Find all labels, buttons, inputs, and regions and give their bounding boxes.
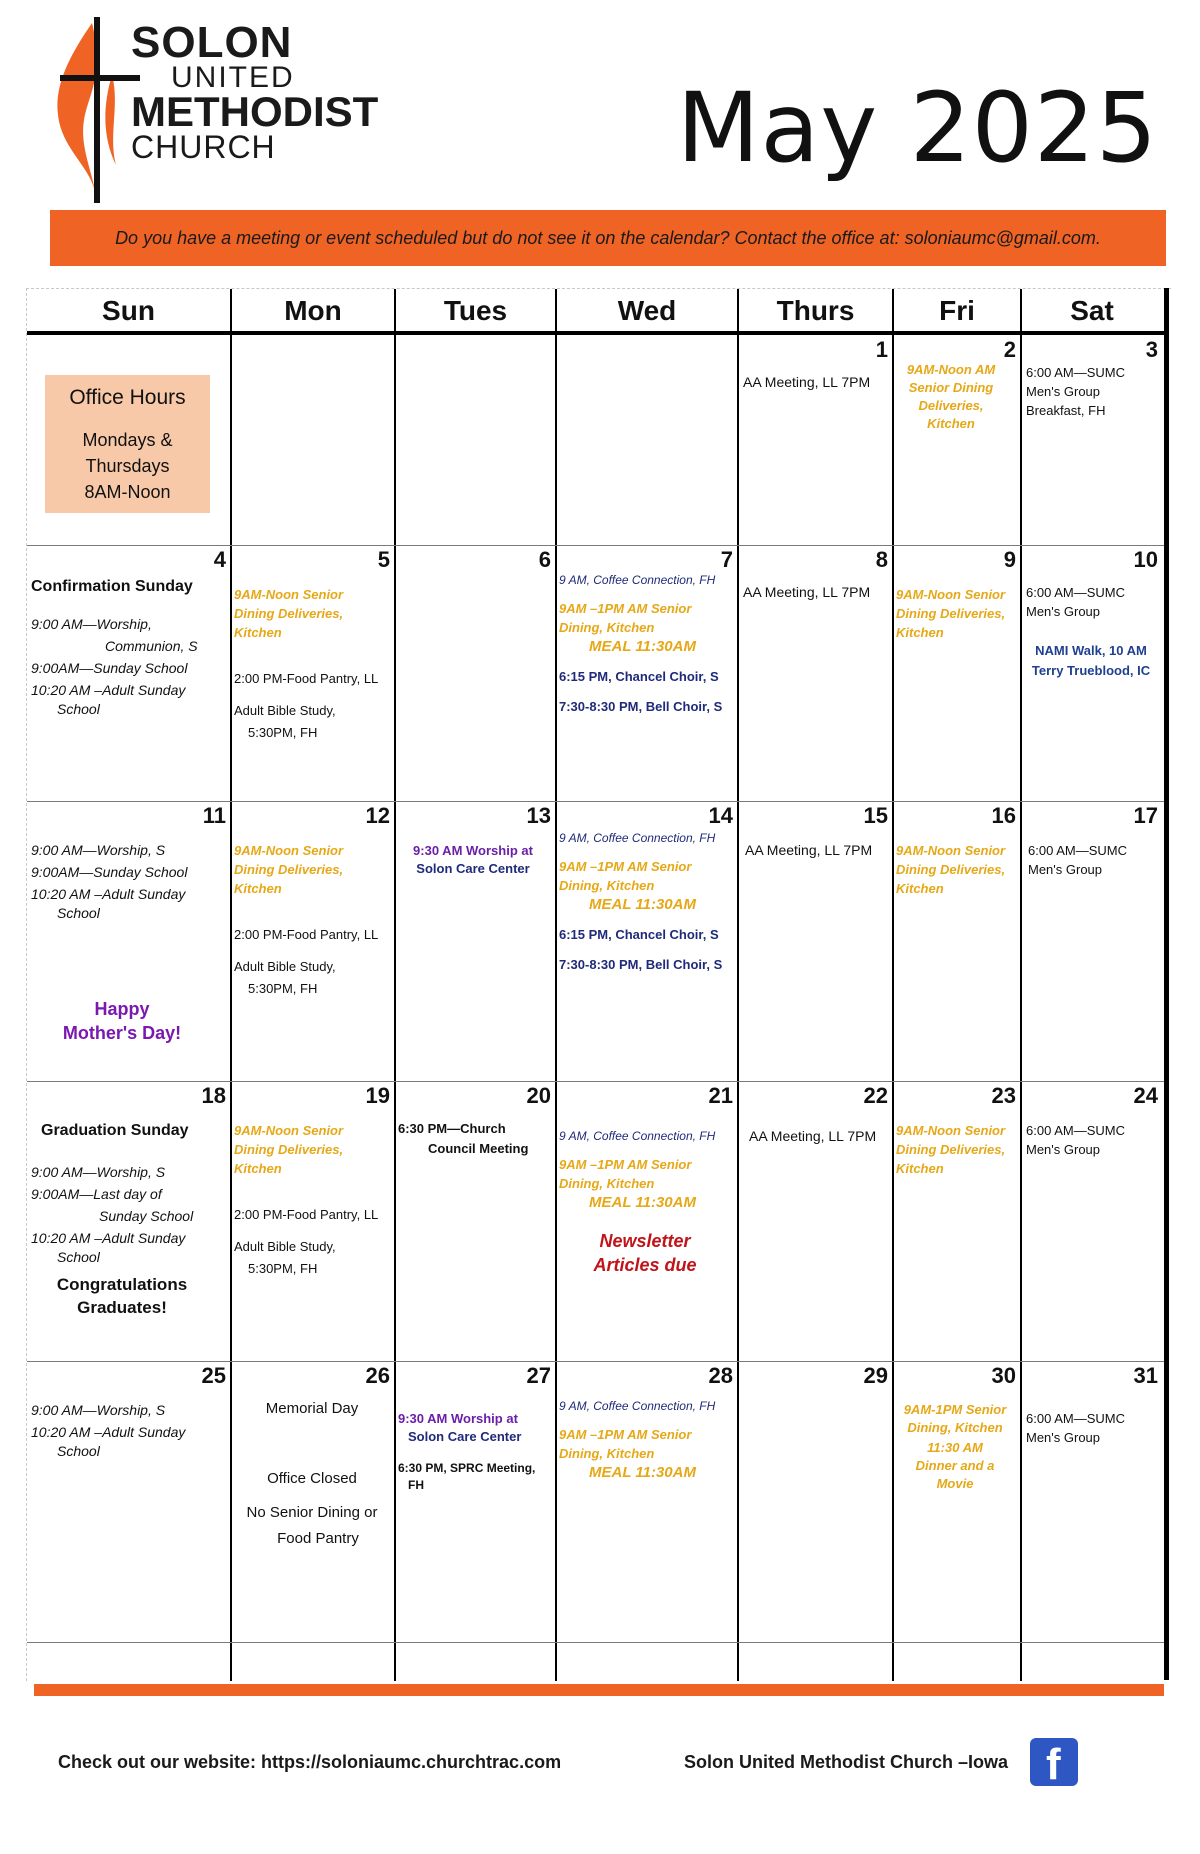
date-number: 5 bbox=[377, 547, 390, 572]
day-cell-13 bbox=[394, 801, 555, 1081]
day-cell-10 bbox=[1020, 545, 1162, 801]
day-cell-1 bbox=[737, 335, 892, 545]
event-last-day-sunday-school-2: Sunday School bbox=[99, 1208, 194, 1224]
date-number: 16 bbox=[991, 803, 1016, 828]
event-senior-dining: 9AM –1PM AM Senior Dining, Kitchen bbox=[559, 601, 692, 635]
date-number: 20 bbox=[526, 1083, 551, 1108]
event-last-day-sunday-school: 9:00AM—Last day of bbox=[31, 1186, 162, 1202]
date-number: 15 bbox=[863, 803, 888, 828]
event-worship-communion: Communion, S bbox=[105, 638, 198, 654]
event-worship: 9:00 AM—Worship, bbox=[31, 616, 152, 632]
date-number: 19 bbox=[365, 1083, 390, 1108]
event-senior-dining: 9AM-Noon AM Senior Dining Deliveries, Kitchen bbox=[906, 362, 996, 431]
event-worship: 9:00 AM—Worship, S bbox=[31, 1164, 166, 1180]
event-adult-sunday-school-2: School bbox=[57, 905, 100, 921]
date-number: 30 bbox=[991, 1363, 1016, 1388]
event-bible-study: Adult Bible Study, bbox=[234, 703, 336, 718]
event-bell-choir: 7:30-8:30 PM, Bell Choir, S bbox=[559, 699, 723, 714]
event-adult-sunday-school: 10:20 AM –Adult Sunday bbox=[31, 1230, 186, 1246]
event-senior-dining: 9AM –1PM AM Senior Dining, Kitchen bbox=[559, 1157, 692, 1191]
event-bible-study-time: 5:30PM, FH bbox=[248, 1261, 318, 1276]
contact-banner bbox=[50, 210, 1166, 266]
day-cell-23 bbox=[892, 1081, 1020, 1361]
day-cell-21 bbox=[555, 1081, 737, 1361]
office-hours-days-1: Mondays & bbox=[82, 430, 173, 450]
date-number: 4 bbox=[213, 547, 226, 572]
day-cell-6 bbox=[394, 545, 555, 801]
event-bible-study: Adult Bible Study, bbox=[234, 1239, 336, 1254]
event-adult-sunday-school-2: School bbox=[57, 1249, 100, 1265]
month-title: May 2025 bbox=[676, 72, 1158, 184]
event-mothers-day-2: Mother's Day! bbox=[62, 1023, 182, 1043]
facebook-icon[interactable] bbox=[1030, 1738, 1078, 1789]
day-cell-7 bbox=[555, 545, 737, 801]
event-meal: MEAL 11:30AM bbox=[589, 638, 696, 655]
date-number: 29 bbox=[863, 1363, 888, 1388]
event-meal: MEAL 11:30AM bbox=[589, 1194, 696, 1211]
event-adult-sunday-school: 10:20 AM –Adult Sunday bbox=[31, 1424, 186, 1440]
weekday-sat: Sat bbox=[1070, 295, 1114, 326]
weekday-wed: Wed bbox=[617, 295, 677, 326]
event-sprc-meeting: 6:30 PM, SPRC Meeting, bbox=[398, 1461, 536, 1475]
event-senior-dining-location: Dining, Kitchen bbox=[907, 1420, 1003, 1435]
date-number: 11 bbox=[202, 803, 226, 828]
event-senior-dining: 9AM-Noon Senior Dining Deliveries, Kitchen bbox=[896, 1123, 1006, 1176]
event-care-center-location: Solon Care Center bbox=[416, 861, 530, 876]
event-mens-group: 6:00 AM—SUMC Men's Group bbox=[1026, 1411, 1125, 1445]
event-senior-dining: 9AM-Noon Senior Dining Deliveries, Kitchen bbox=[234, 587, 344, 640]
date-number: 28 bbox=[708, 1363, 733, 1388]
event-meal: MEAL 11:30AM bbox=[589, 1464, 696, 1481]
event-meal: MEAL 11:30AM bbox=[589, 896, 696, 913]
event-mens-group: 6:00 AM—SUMC Men's Group bbox=[1026, 1123, 1125, 1157]
office-hours-days-2: Thursdays bbox=[85, 456, 170, 476]
event-nami-location: Terry Trueblood, IC bbox=[1031, 663, 1151, 678]
day-cell-empty bbox=[27, 335, 230, 545]
logo-line-methodist: METHODIST bbox=[131, 88, 379, 135]
footer-orange-bar bbox=[34, 1684, 1164, 1696]
calendar-grid bbox=[26, 288, 1171, 1681]
event-adult-sunday-school: 10:20 AM –Adult Sunday bbox=[31, 682, 186, 698]
logo-line-church: CHURCH bbox=[131, 129, 276, 165]
date-number: 25 bbox=[201, 1363, 226, 1388]
event-senior-dining: 9AM-1PM Senior bbox=[903, 1402, 1007, 1417]
day-cell-15 bbox=[737, 801, 892, 1081]
event-senior-dining: 9AM-Noon Senior Dining Deliveries, Kitchen bbox=[896, 587, 1006, 640]
day-cell-27 bbox=[394, 1361, 555, 1641]
day-cell-31 bbox=[1020, 1361, 1162, 1641]
weekday-fri: Fri bbox=[939, 295, 975, 326]
event-aa-meeting: AA Meeting, LL 7PM bbox=[745, 842, 873, 858]
event-sunday-school: 9:00AM—Sunday School bbox=[31, 864, 188, 880]
weekday-sun: Sun bbox=[102, 295, 155, 326]
event-aa-meeting: AA Meeting, LL 7PM bbox=[743, 584, 871, 600]
day-cell-3 bbox=[1020, 335, 1162, 545]
church-logo bbox=[50, 15, 380, 205]
event-senior-dining: 9AM –1PM AM Senior Dining, Kitchen bbox=[559, 859, 692, 893]
event-adult-sunday-school-2: School bbox=[57, 701, 100, 717]
event-graduates: Graduates! bbox=[77, 1298, 167, 1317]
day-cell-9 bbox=[892, 545, 1020, 801]
event-care-center-location: Solon Care Center bbox=[408, 1429, 522, 1444]
day-cell-2 bbox=[892, 335, 1020, 545]
event-coffee-connection: 9 AM, Coffee Connection, FH bbox=[559, 1399, 716, 1413]
date-number: 2 bbox=[1003, 337, 1016, 362]
event-no-senior-dining: No Senior Dining or bbox=[246, 1504, 378, 1521]
event-senior-dining: 9AM-Noon Senior Dining Deliveries, Kitchen bbox=[896, 843, 1006, 896]
day-cell-14 bbox=[555, 801, 737, 1081]
event-adult-sunday-school: 10:20 AM –Adult Sunday bbox=[31, 886, 186, 902]
event-newsletter: Newsletter bbox=[599, 1231, 691, 1251]
date-number: 31 bbox=[1133, 1363, 1158, 1388]
website-link[interactable]: Check out our website: https://soloniaumc.churchtrac.com bbox=[58, 1752, 562, 1772]
facebook-glyph: f bbox=[1046, 1740, 1061, 1789]
event-sunday-school: 9:00AM—Sunday School bbox=[31, 660, 188, 676]
event-church-council-2: Council Meeting bbox=[428, 1141, 529, 1156]
day-cell-8 bbox=[737, 545, 892, 801]
event-mens-group: 6:00 AM—SUMC Men's Group bbox=[1028, 843, 1127, 877]
event-newsletter-2: Articles due bbox=[593, 1255, 697, 1275]
date-number: 9 bbox=[1003, 547, 1016, 572]
event-adult-sunday-school-2: School bbox=[57, 1443, 100, 1459]
day-cell-16 bbox=[892, 801, 1020, 1081]
date-number: 27 bbox=[526, 1363, 551, 1388]
event-mothers-day-1: Happy bbox=[94, 999, 150, 1019]
date-number: 22 bbox=[863, 1083, 888, 1108]
day-cell-19 bbox=[230, 1081, 394, 1361]
date-number: 24 bbox=[1133, 1083, 1158, 1108]
event-mens-group: 6:00 AM—SUMC Men's Group bbox=[1026, 585, 1125, 619]
event-food-pantry: 2:00 PM-Food Pantry, LL bbox=[234, 1207, 379, 1222]
event-confirmation-sunday: Confirmation Sunday bbox=[31, 578, 193, 595]
day-cell-4 bbox=[27, 545, 230, 801]
date-number: 8 bbox=[875, 547, 888, 572]
event-congratulations: Congratulations bbox=[56, 1275, 188, 1294]
event-senior-dining: 9AM-Noon Senior Dining Deliveries, Kitchen bbox=[234, 843, 344, 896]
event-bible-study-time: 5:30PM, FH bbox=[248, 725, 318, 740]
event-worship: 9:00 AM—Worship, S bbox=[31, 1402, 166, 1418]
day-cell-22 bbox=[737, 1081, 892, 1361]
event-food-pantry: 2:00 PM-Food Pantry, LL bbox=[234, 671, 379, 686]
event-church-council: 6:30 PM—Church bbox=[398, 1121, 506, 1136]
event-food-pantry: 2:00 PM-Food Pantry, LL bbox=[234, 927, 379, 942]
date-number: 14 bbox=[708, 803, 733, 828]
calendar-right-border bbox=[1164, 288, 1169, 1680]
event-aa-meeting: AA Meeting, LL 7PM bbox=[749, 1128, 877, 1144]
office-hours-title: Office Hours bbox=[69, 386, 186, 409]
weekday-tues: Tues bbox=[443, 295, 508, 326]
date-number: 10 bbox=[1133, 547, 1158, 572]
date-number: 6 bbox=[538, 547, 551, 572]
event-graduation-sunday: Graduation Sunday bbox=[41, 1122, 189, 1139]
day-cell-17 bbox=[1020, 801, 1162, 1081]
event-coffee-connection: 9 AM, Coffee Connection, FH bbox=[559, 573, 716, 587]
day-cell-24 bbox=[1020, 1081, 1162, 1361]
event-bible-study: Adult Bible Study, bbox=[234, 959, 336, 974]
date-number: 7 bbox=[720, 547, 733, 572]
day-cell-25 bbox=[27, 1361, 230, 1641]
event-coffee-connection: 9 AM, Coffee Connection, FH bbox=[559, 831, 716, 845]
date-number: 12 bbox=[365, 803, 390, 828]
event-mens-group: 6:00 AM—SUMC Men's Group Breakfast, FH bbox=[1026, 365, 1125, 418]
event-chancel-choir: 6:15 PM, Chancel Choir, S bbox=[559, 927, 719, 942]
date-number: 18 bbox=[201, 1083, 226, 1108]
event-worship: 9:00 AM—Worship, S bbox=[31, 842, 166, 858]
event-care-center-worship: 9:30 AM Worship at bbox=[398, 1411, 518, 1426]
event-nami-walk: NAMI Walk, 10 AM bbox=[1035, 643, 1147, 658]
date-number: 13 bbox=[526, 803, 551, 828]
date-number: 17 bbox=[1133, 803, 1158, 828]
weekday-header-row bbox=[27, 289, 1167, 335]
day-cell-18 bbox=[27, 1081, 230, 1361]
office-hours-box bbox=[45, 375, 210, 513]
event-dinner-time: 11:30 AM bbox=[927, 1440, 983, 1455]
event-dinner-movie: Dinner and a bbox=[915, 1458, 995, 1473]
date-number: 3 bbox=[1145, 337, 1158, 362]
event-coffee-connection: 9 AM, Coffee Connection, FH bbox=[559, 1129, 716, 1143]
event-aa-meeting: AA Meeting, LL 7PM bbox=[743, 374, 871, 390]
event-bible-study-time: 5:30PM, FH bbox=[248, 981, 318, 996]
day-cell-11 bbox=[27, 801, 230, 1081]
event-bell-choir: 7:30-8:30 PM, Bell Choir, S bbox=[559, 957, 723, 972]
day-cell-28 bbox=[555, 1361, 737, 1641]
day-cell-5 bbox=[230, 545, 394, 801]
date-number: 23 bbox=[991, 1083, 1016, 1108]
event-dinner-movie-2: Movie bbox=[936, 1476, 974, 1491]
event-senior-dining: 9AM –1PM AM Senior Dining, Kitchen bbox=[559, 1427, 692, 1461]
facebook-label[interactable]: Solon United Methodist Church –Iowa bbox=[684, 1752, 1008, 1772]
event-no-food-pantry: Food Pantry bbox=[277, 1530, 359, 1547]
event-memorial-day: Memorial Day bbox=[265, 1400, 359, 1417]
event-office-closed: Office Closed bbox=[267, 1470, 357, 1487]
day-cell-30 bbox=[892, 1361, 1020, 1641]
weekday-thurs: Thurs bbox=[776, 295, 855, 326]
date-number: 1 bbox=[875, 337, 888, 362]
logo-line-solon: SOLON bbox=[131, 18, 293, 67]
event-senior-dining: 9AM-Noon Senior Dining Deliveries, Kitchen bbox=[234, 1123, 344, 1176]
day-cell-12 bbox=[230, 801, 394, 1081]
office-hours-time: 8AM-Noon bbox=[84, 482, 171, 502]
event-sprc-location: FH bbox=[408, 1478, 424, 1492]
event-chancel-choir: 6:15 PM, Chancel Choir, S bbox=[559, 669, 719, 684]
row-divider bbox=[27, 1642, 1167, 1643]
logo-line-united: UNITED bbox=[171, 61, 295, 94]
date-number: 26 bbox=[365, 1363, 390, 1388]
weekday-mon: Mon bbox=[284, 295, 342, 326]
church-name-wordmark bbox=[131, 18, 379, 165]
banner-text: Do you have a meeting or event scheduled but do not see it on the calendar? Contact the office at: soloniaumc@gmail.com. bbox=[115, 227, 1101, 248]
day-cell-20 bbox=[394, 1081, 555, 1361]
day-cell-26 bbox=[230, 1361, 394, 1641]
event-care-center-worship: 9:30 AM Worship at bbox=[413, 843, 533, 858]
day-cell-29 bbox=[737, 1361, 892, 1641]
date-number: 21 bbox=[708, 1083, 733, 1108]
